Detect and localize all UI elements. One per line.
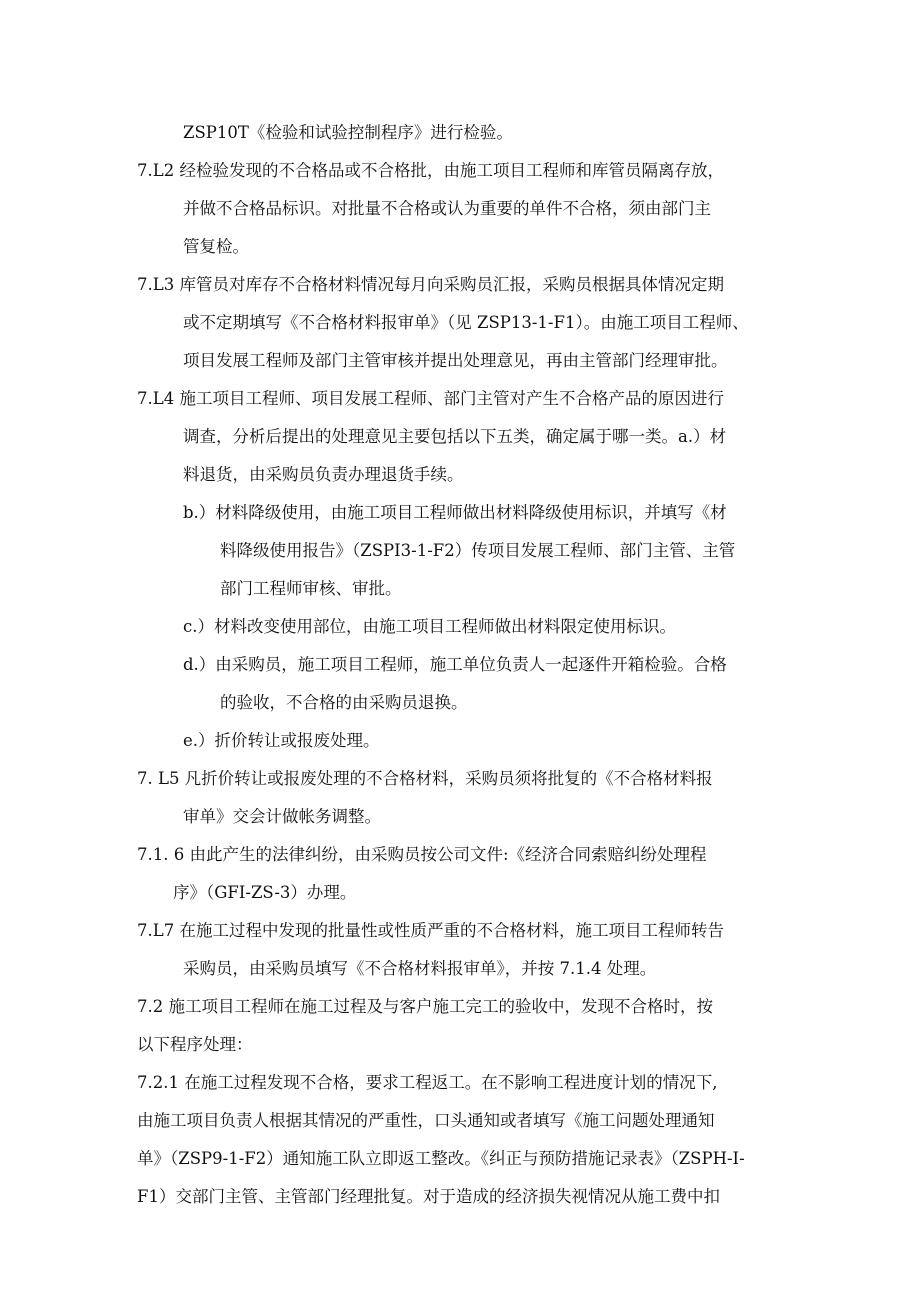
- text-line: 7.2 施工项目工程师在施工过程及与客户施工完工的验收中，发现不合格时，按: [137, 997, 713, 1016]
- text-line: 管复检。: [183, 237, 249, 256]
- text-line: 料退货，由采购员负责办理退货手续。: [183, 465, 464, 484]
- text-line: 项目发展工程师及部门主管审核并提出处理意见，再由主管部门经理审批。: [183, 351, 728, 370]
- text-line: 的验收，不合格的由采购员退换。: [220, 693, 468, 712]
- text-line: 7.L2 经检验发现的不合格品或不合格批，由施工项目工程师和库管员隔离存放，: [137, 161, 724, 180]
- text-line: 料降级使用报告》（ZSPI3-1-F2）传项目发展工程师、部门主管、主管: [220, 541, 736, 560]
- text-line: F1）交部门主管、主管部门经理批复。对于造成的经济损失视情况从施工费中扣: [137, 1187, 720, 1206]
- text-line: 采购员，由采购员填写《不合格材料报审单》，并按 7.1.4 处理。: [183, 959, 657, 978]
- text-line: 或不定期填写《不合格材料报审单》（见 ZSP13-1-F1）。由施工项目工程师、: [183, 313, 749, 332]
- text-line: e.）折价转让或报废处理。: [183, 731, 380, 750]
- text-line: 序》（GFI-ZS-3）办理。: [173, 883, 357, 902]
- text-line: 审单》交会计做帐务调整。: [183, 807, 381, 826]
- text-line: 以下程序处理：: [137, 1035, 253, 1054]
- text-line: 调查，分析后提出的处理意见主要包括以下五类，确定属于哪一类。a.）材: [183, 427, 727, 446]
- text-line: ZSP10T《检验和试验控制程序》进行检验。: [183, 123, 513, 142]
- text-line: d.）由采购员，施工项目工程师，施工单位负责人一起逐件开箱检验。合格: [183, 655, 727, 674]
- text-line: 7.L7 在施工过程中发现的批量性或性质严重的不合格材料，施工项目工程师转告: [137, 921, 724, 940]
- text-line: 7.L4 施工项目工程师、项目发展工程师、部门主管对产生不合格产品的原因进行: [137, 389, 724, 408]
- text-line: 部门工程师审核、审批。: [220, 579, 402, 598]
- text-line: 7.2.1 在施工过程发现不合格，要求工程返工。在不影响工程进度计划的情况下,: [137, 1073, 718, 1092]
- text-line: 单》（ZSP9-1-F2）通知施工队立即返工整改。《纠正与预防措施记录表》（ZSPH-I-: [137, 1149, 745, 1168]
- text-line: 由施工项目负责人根据其情况的严重性，口头通知或者填写《施工问题处理通知: [137, 1111, 715, 1130]
- text-line: 7.L3 库管员对库存不合格材料情况每月向采购员汇报，采购员根据具体情况定期: [137, 275, 724, 294]
- text-line: 7.1. 6 由此产生的法律纠纷，由采购员按公司文件:《经济合同索赔纠纷处理程: [137, 845, 707, 864]
- text-line: b.）材料降级使用，由施工项目工程师做出材料降级使用标识，并填写《材: [183, 503, 727, 522]
- text-line: 7. L5 凡折价转让或报废处理的不合格材料，采购员须将批复的《不合格材料报: [137, 769, 713, 788]
- text-line: c.）材料改变使用部位，由施工项目工程师做出材料限定使用标识。: [183, 617, 676, 636]
- text-line: 并做不合格品标识。对批量不合格或认为重要的单件不合格，须由部门主: [183, 199, 711, 218]
